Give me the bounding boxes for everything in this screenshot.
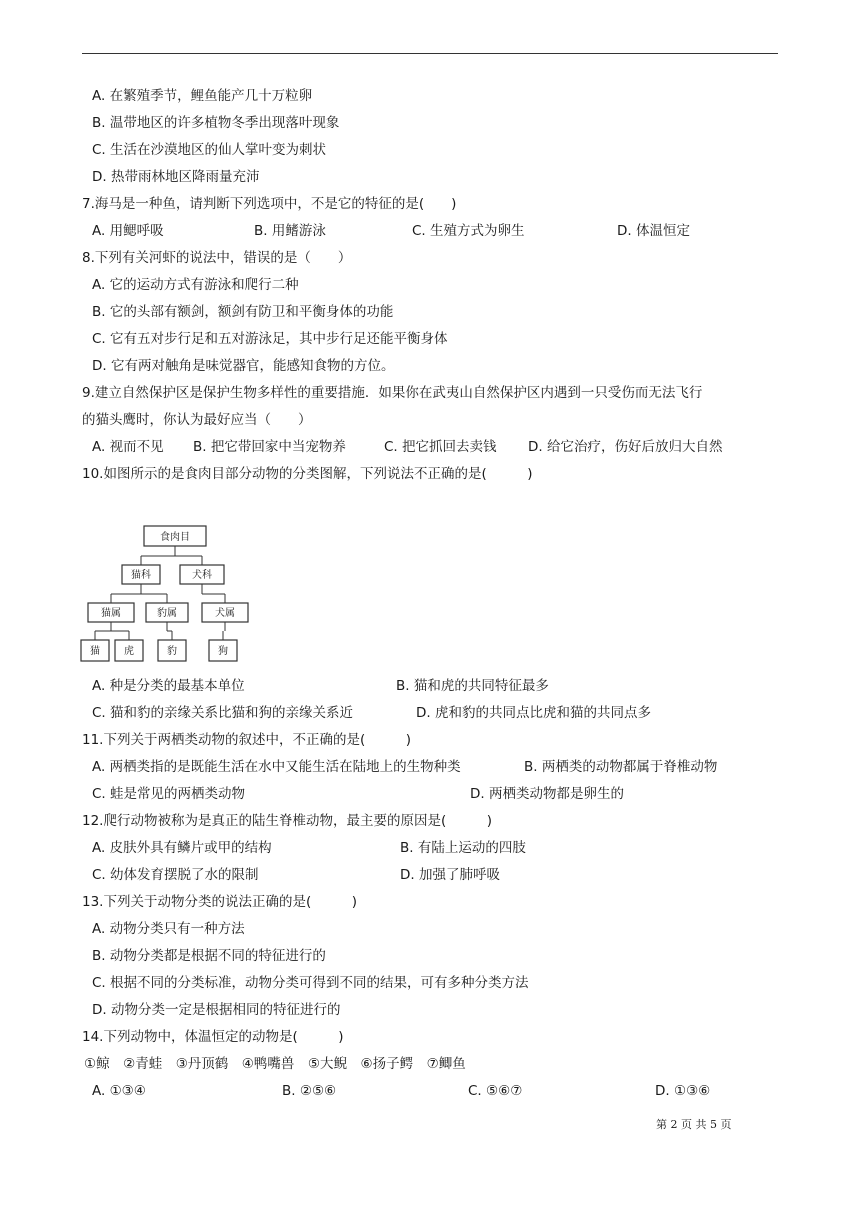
q14-option-c: C. ⑤⑥⑦ xyxy=(468,1083,523,1099)
q11-option-a: A. 两栖类指的是既能生活在水中又能生活在陆地上的生物种类 xyxy=(92,759,461,775)
q12-option-c: C. 幼体发育摆脱了水的限制 xyxy=(92,867,259,883)
label-species-tiger: 虎 xyxy=(124,646,134,657)
q14-option-a: A. ①③④ xyxy=(92,1083,146,1099)
q9-option-d: D. 给它治疗，伤好后放归大自然 xyxy=(528,439,723,455)
q9-option-c: C. 把它抓回去卖钱 xyxy=(384,439,497,455)
q7-option-a: A. 用鳃呼吸 xyxy=(92,223,164,239)
q6-option-a: A. 在繁殖季节，鲤鱼能产几十万粒卵 xyxy=(92,88,313,104)
q13-option-d: D. 动物分类一定是根据相同的特征进行的 xyxy=(92,1002,341,1018)
q12-option-b: B. 有陆上运动的四肢 xyxy=(400,840,526,856)
q8-option-a: A. 它的运动方式有游泳和爬行二种 xyxy=(92,277,299,293)
q14-option-b: B. ②⑤⑥ xyxy=(282,1083,337,1099)
q13-stem: 13.下列关于动物分类的说法正确的是( ) xyxy=(82,894,358,910)
q9-stem-line1: 9.建立自然保护区是保护生物多样性的重要措施．如果你在武夷山自然保护区内遇到一只受伤而无法飞行 xyxy=(82,385,703,401)
q12-option-d: D. 加强了肺呼吸 xyxy=(400,867,500,883)
label-order: 食肉目 xyxy=(160,532,190,543)
q9-option-a: A. 视而不见 xyxy=(92,439,164,455)
q10-option-a: A. 种是分类的最基本单位 xyxy=(92,678,245,694)
q8-option-d: D. 它有两对触角是味觉器官，能感知食物的方位。 xyxy=(92,358,395,374)
q7-option-d: D. 体温恒定 xyxy=(617,223,690,239)
label-family-dog: 犬科 xyxy=(192,570,212,581)
q14-items: ①鲸 ②青蛙 ③丹顶鹤 ④鸭嘴兽 ⑤大鲵 ⑥扬子鳄 ⑦鲫鱼 xyxy=(84,1056,466,1072)
q11-option-d: D. 两栖类动物都是卵生的 xyxy=(470,786,624,802)
q7-option-b: B. 用鳍游泳 xyxy=(254,223,326,239)
carnivora-classification-diagram xyxy=(78,518,258,668)
q8-option-c: C. 它有五对步行足和五对游泳足，其中步行足还能平衡身体 xyxy=(92,331,448,347)
label-species-dog: 狗 xyxy=(218,646,228,657)
q10-option-b: B. 猫和虎的共同特征最多 xyxy=(396,678,549,694)
q12-stem: 12.爬行动物被称为是真正的陆生脊椎动物，最主要的原因是( ) xyxy=(82,813,493,829)
label-species-leopard: 豹 xyxy=(167,646,177,657)
q11-option-b: B. 两栖类的动物都属于脊椎动物 xyxy=(524,759,718,775)
header-rule xyxy=(82,53,778,54)
q14-stem: 14.下列动物中，体温恒定的动物是( ) xyxy=(82,1029,344,1045)
q7-option-c: C. 生殖方式为卵生 xyxy=(412,223,525,239)
label-genus-cat: 猫属 xyxy=(101,608,121,619)
q8-option-b: B. 它的头部有额剑，额剑有防卫和平衡身体的功能 xyxy=(92,304,394,320)
label-genus-dog: 犬属 xyxy=(215,608,235,619)
q7-stem: 7.海马是一种鱼，请判断下列选项中，不是它的特征的是( ) xyxy=(82,196,457,212)
q10-option-c: C. 猫和豹的亲缘关系比猫和狗的亲缘关系近 xyxy=(92,705,354,721)
q10-stem: 10.如图所示的是食肉目部分动物的分类图解，下列说法不正确的是( ) xyxy=(82,466,533,482)
label-family-cat: 猫科 xyxy=(131,570,151,581)
label-genus-leopard: 豹属 xyxy=(157,608,177,619)
q13-option-a: A. 动物分类只有一种方法 xyxy=(92,921,245,937)
q6-option-d: D. 热带雨林地区降雨量充沛 xyxy=(92,169,260,185)
q6-option-c: C. 生活在沙漠地区的仙人掌叶变为刺状 xyxy=(92,142,327,158)
q13-option-b: B. 动物分类都是根据不同的特征进行的 xyxy=(92,948,326,964)
q9-option-b: B. 把它带回家中当宠物养 xyxy=(193,439,346,455)
page-number-footer: 第 2 页 共 5 页 xyxy=(656,1118,732,1131)
q6-option-b: B. 温带地区的许多植物冬季出现落叶现象 xyxy=(92,115,340,131)
q12-option-a: A. 皮肤外具有鳞片或甲的结构 xyxy=(92,840,272,856)
q11-stem: 11.下列关于两栖类动物的叙述中，不正确的是( ) xyxy=(82,732,412,748)
q8-stem: 8.下列有关河虾的说法中，错误的是（ ） xyxy=(82,250,352,266)
q9-stem-line2: 的猫头鹰时，你认为最好应当（ ） xyxy=(82,412,312,428)
q11-option-c: C. 蛙是常见的两栖类动物 xyxy=(92,786,246,802)
label-species-cat: 猫 xyxy=(90,646,100,657)
q13-option-c: C. 根据不同的分类标准，动物分类可得到不同的结果，可有多种分类方法 xyxy=(92,975,529,991)
q14-option-d: D. ①③⑥ xyxy=(655,1083,711,1099)
q10-option-d: D. 虎和豹的共同点比虎和猫的共同点多 xyxy=(416,705,651,721)
